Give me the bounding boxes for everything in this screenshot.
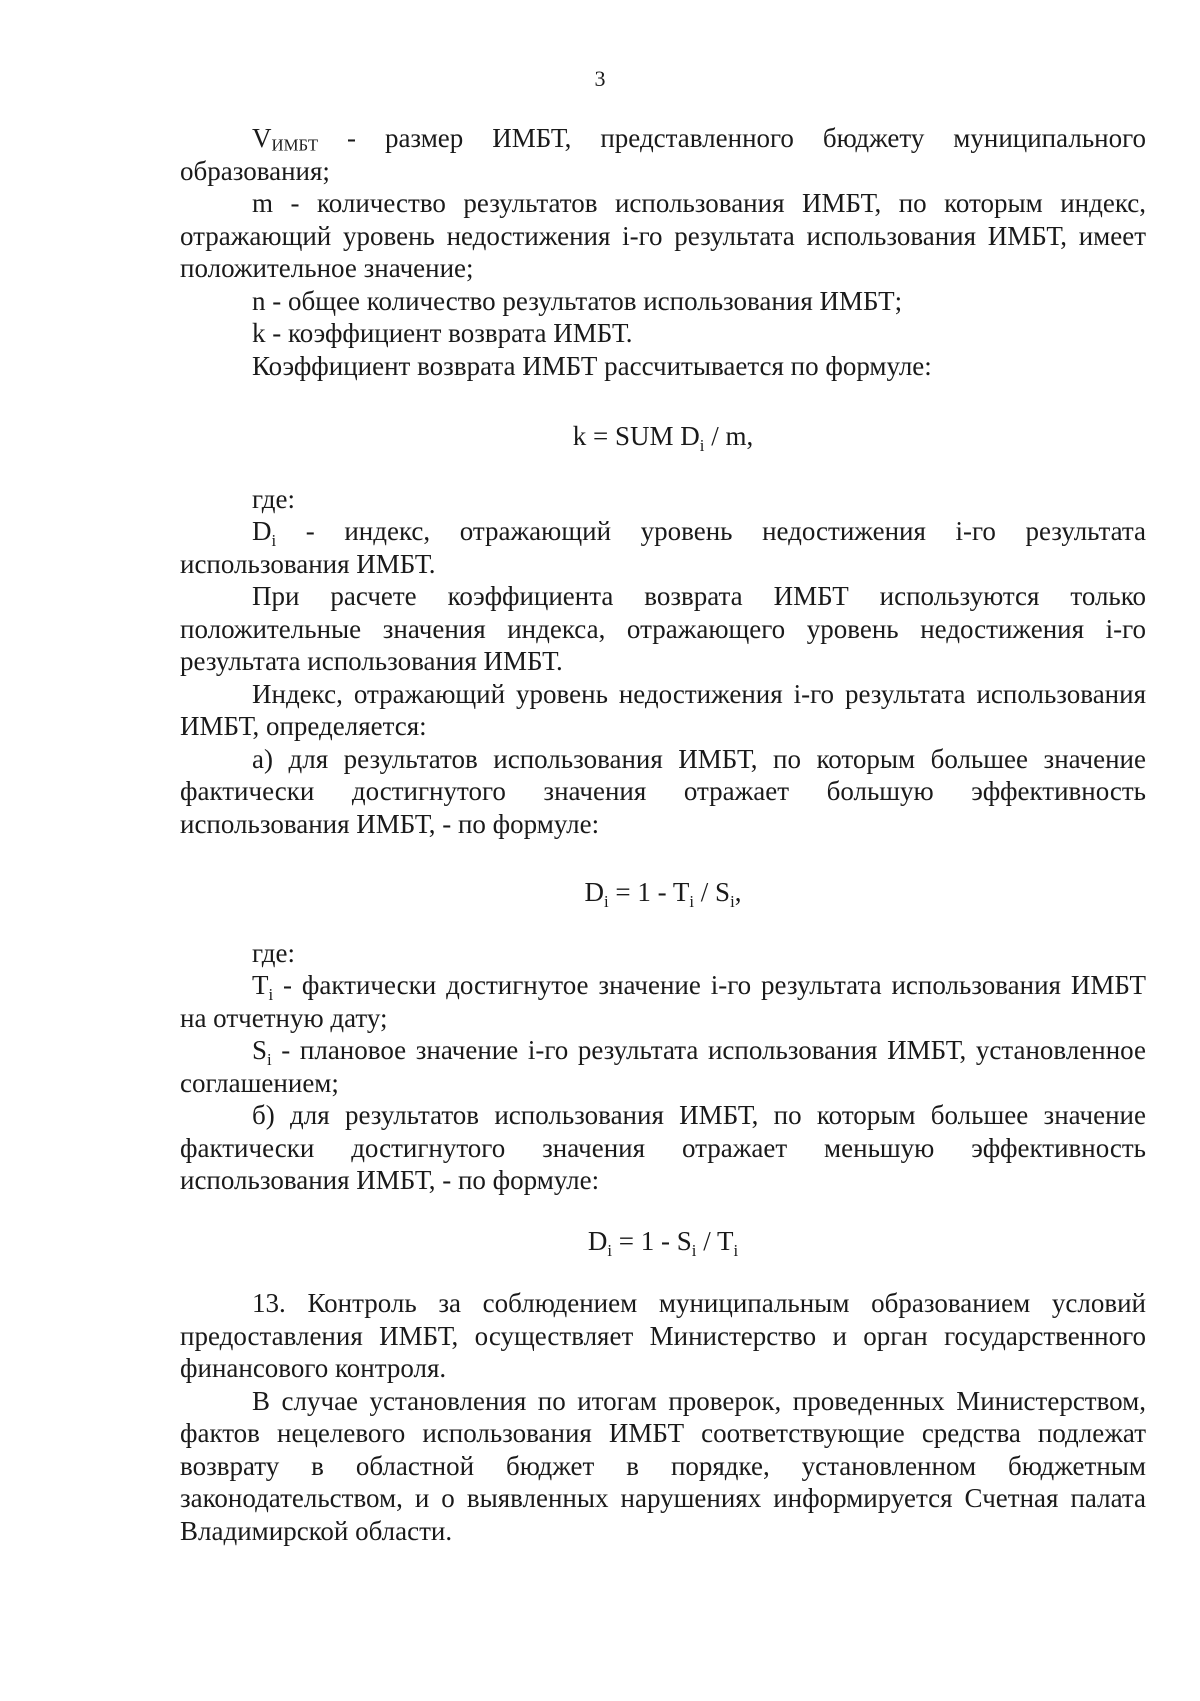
- formula-d2-part: = 1 - S: [612, 1225, 692, 1256]
- t-definition: [180, 969, 1146, 1034]
- where-label-2: где:: [252, 937, 295, 968]
- formula-d1-part: / S: [694, 877, 731, 907]
- formula-k-right: / m,: [704, 421, 754, 451]
- where-label-1: где:: [252, 483, 295, 514]
- formula-d1-part: D: [584, 877, 604, 907]
- s-subscript: i: [267, 1049, 272, 1069]
- formula-k-subscript: i: [699, 435, 705, 455]
- formula-k: [180, 420, 1146, 453]
- document-body: [180, 122, 1146, 1547]
- n-definition: n - общее количество результатов использования ИМБТ;: [252, 285, 903, 316]
- m-definition: m - количество результатов использования ИМБТ, по которым индекс, отражающий уровень недостижения i-го результата использования ИМБТ, имеет положительное значение;: [180, 188, 1146, 283]
- t-description: - фактически достигнутое значение i-го результата использования ИМБТ на отчетную дату;: [180, 970, 1146, 1033]
- formula-d1-sub: i: [689, 891, 695, 911]
- d-symbol: D: [252, 516, 272, 546]
- t-subscript: i: [268, 984, 274, 1004]
- formula-d1-part: = 1 - T: [608, 877, 690, 907]
- formula-d-case-b: [180, 1225, 1146, 1258]
- formula-d2-sub: i: [607, 1240, 613, 1260]
- formula-d1-sub: i: [730, 891, 735, 911]
- page-number: 3: [594, 66, 606, 91]
- v-imbt-definition: [180, 122, 1146, 187]
- formula-d2-sub: i: [691, 1240, 697, 1260]
- case-a-paragraph: а) для результатов использования ИМБТ, по которым большее значение фактически достигнутого значения отражает большую эффективность использования ИМБТ, - по формуле:: [180, 743, 1146, 839]
- d-description: - индекс, отражающий уровень недостижения i-го результата использования ИМБТ.: [180, 516, 1146, 579]
- formula-d2-part: / T: [696, 1225, 734, 1256]
- s-definition: [180, 1034, 1146, 1099]
- case-b-paragraph: б) для результатов использования ИМБТ, по которым большее значение фактически достигнутого значения отражает меньшую эффективность использования ИМБТ, - по формуле:: [180, 1100, 1146, 1195]
- t-symbol: T: [252, 970, 269, 1000]
- v-symbol: V: [252, 123, 272, 153]
- s-symbol: S: [252, 1035, 268, 1065]
- index-definition-paragraph: Индекс, отражающий уровень недостижения i-го результата использования ИМБТ, определяется:: [180, 678, 1146, 741]
- formula-k-left: k = SUM D: [572, 421, 700, 451]
- formula-d1-part: ,: [734, 877, 742, 907]
- formula-d2-part: D: [587, 1225, 608, 1256]
- section-13-control-paragraph: 13. Контроль за соблюдением муниципальным образованием условий предоставления ИМБТ, осуществляет Министерство и орган государственного финансового контроля.: [180, 1288, 1146, 1383]
- formula-d2-sub: i: [733, 1240, 739, 1260]
- section-13-misuse-paragraph: В случае установления по итогам проверок, проведенных Министерством, фактов нецелевого использования ИМБТ соответствующие средства подлежат возврату в областной бюджет в порядке, установленном бюджетным законодательством, и о выявленных нарушениях информируется Счетная палата Владимирской области.: [180, 1385, 1146, 1546]
- d-subscript: i: [271, 530, 277, 550]
- k-definition: k - коэффициент возврата ИМБТ.: [252, 318, 633, 348]
- k-formula-intro: Коэффициент возврата ИМБТ рассчитывается по формуле:: [252, 350, 932, 381]
- v-subscript: ИМБТ: [271, 135, 319, 155]
- formula-d1-sub: i: [604, 891, 609, 911]
- s-description: - плановое значение i-го результата использования ИМБТ, установленное соглашением;: [180, 1035, 1146, 1098]
- formula-d-case-a: [180, 876, 1146, 909]
- positive-values-paragraph: При расчете коэффициента возврата ИМБТ используются только положительные значения индекса, отражающего уровень недостижения i-го результата использования ИМБТ.: [180, 581, 1146, 676]
- d-definition: [180, 515, 1146, 580]
- v-description: - размер ИМБТ, представленного бюджету муниципального образования;: [180, 123, 1146, 186]
